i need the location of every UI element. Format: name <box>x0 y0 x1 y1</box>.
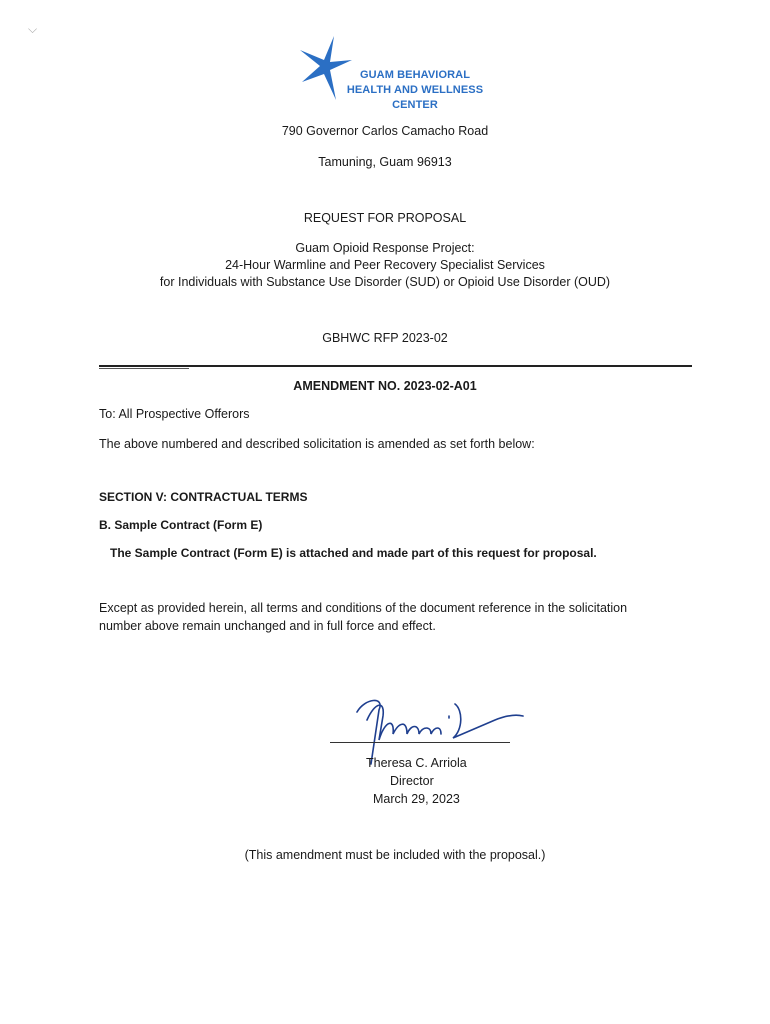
project-line3: for Individuals with Substance Use Disorder (SUD) or Opioid Use Disorder (OUD) <box>159 275 611 289</box>
organization-logo <box>296 34 496 114</box>
subsection-title: B. Sample Contract (Form E) <box>99 518 263 532</box>
logo-name-line3: CENTER <box>392 99 438 111</box>
project-line1: Guam Opioid Response Project: <box>295 241 475 255</box>
horizontal-rule-accent <box>99 368 189 369</box>
signatory-name: Theresa C. Arriola <box>366 756 467 770</box>
footer-note: (This amendment must be included with the proposal.) <box>244 848 546 862</box>
project-line2: 24-Hour Warmline and Peer Recovery Specialist Services <box>225 258 545 272</box>
logo-name-line1: GUAM BEHAVIORAL <box>359 69 471 81</box>
section-title: SECTION V: CONTRACTUAL TERMS <box>99 490 308 504</box>
address-city: Tamuning, Guam 96913 <box>318 155 452 169</box>
signatory-date: March 29, 2023 <box>373 792 460 806</box>
horizontal-rule <box>99 365 692 367</box>
closing-line1: Except as provided herein, all terms and conditions of the document reference in the solicitation <box>99 601 628 615</box>
subsection-body: The Sample Contract (Form E) is attached and made part of this request for proposal. <box>110 546 597 560</box>
closing-line2: number above remain unchanged and in full force and effect. <box>99 619 436 633</box>
intro-paragraph: The above numbered and described solicitation is amended as set forth below: <box>99 437 535 451</box>
signatory-title: Director <box>390 774 434 788</box>
address-street: 790 Governor Carlos Camacho Road <box>281 124 489 138</box>
document-type: REQUEST FOR PROPOSAL <box>303 211 467 225</box>
rfp-number: GBHWC RFP 2023-02 <box>322 331 448 345</box>
recipient-line: To: All Prospective Offerors <box>99 407 250 421</box>
handwritten-signature <box>345 690 535 765</box>
signature-line <box>330 742 510 743</box>
margin-scribble: ⌵ <box>28 22 38 36</box>
amendment-title: AMENDMENT NO. 2023-02-A01 <box>293 379 477 393</box>
logo-name-line2: HEALTH AND WELLNESS <box>346 84 484 96</box>
